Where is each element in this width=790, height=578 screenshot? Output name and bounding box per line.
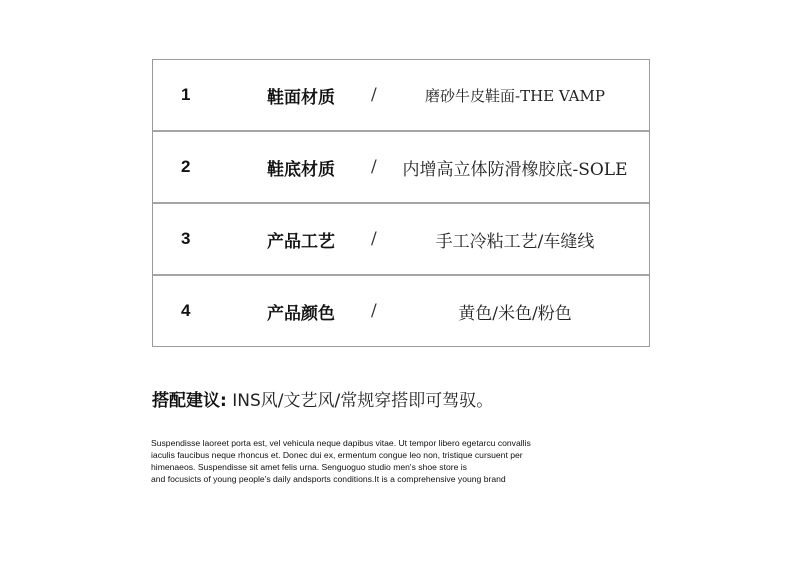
row-label: 鞋底材质 <box>267 159 335 180</box>
row-value: 内增高立体防滑橡胶底-SOLE <box>402 159 628 180</box>
row-separator: / <box>371 301 377 321</box>
row-number: 4 <box>181 301 191 320</box>
row-number: 3 <box>181 229 191 248</box>
row-value: 手工冷粘工艺/车缝线 <box>435 231 595 252</box>
row-separator: / <box>371 157 377 177</box>
row-value: 磨砂牛皮鞋面-THE VAMP <box>425 86 605 105</box>
row-label: 鞋面材质 <box>267 87 335 108</box>
spec-row-color <box>153 276 649 346</box>
row-label: 产品颜色 <box>267 303 335 324</box>
spec-row-sole-material <box>153 132 649 204</box>
spec-table <box>152 59 650 347</box>
row-separator: / <box>371 85 377 105</box>
row-label: 产品工艺 <box>267 231 335 252</box>
description-line: and focusicts of young people's daily andsports conditions.It is a comprehensive young brand <box>151 474 506 484</box>
spec-row-upper-material <box>153 60 649 132</box>
row-number: 1 <box>181 85 191 104</box>
description-line: himenaeos. Suspendisse sit amet felis urna. Senguoguo studio men's shoe store is <box>151 462 467 472</box>
spec-row-craft <box>153 204 649 276</box>
recommendation-label: 搭配建议: <box>152 391 227 411</box>
recommendation-text: INS风/文艺风/常规穿搭即可驾驭。 <box>232 391 494 411</box>
row-value: 黄色/米色/粉色 <box>458 303 572 324</box>
styling-recommendation <box>152 386 493 411</box>
brand-description <box>151 437 631 485</box>
row-separator: / <box>371 229 377 249</box>
description-line: iaculis faucibus neque rhoncus et. Donec dui ex, ermentum congue leo non, tristique cursuent per <box>151 450 523 460</box>
row-number: 2 <box>181 157 191 176</box>
description-line: Suspendisse laoreet porta est, vel vehicula neque dapibus vitae. Ut tempor libero egetarcu convallis <box>151 438 531 448</box>
